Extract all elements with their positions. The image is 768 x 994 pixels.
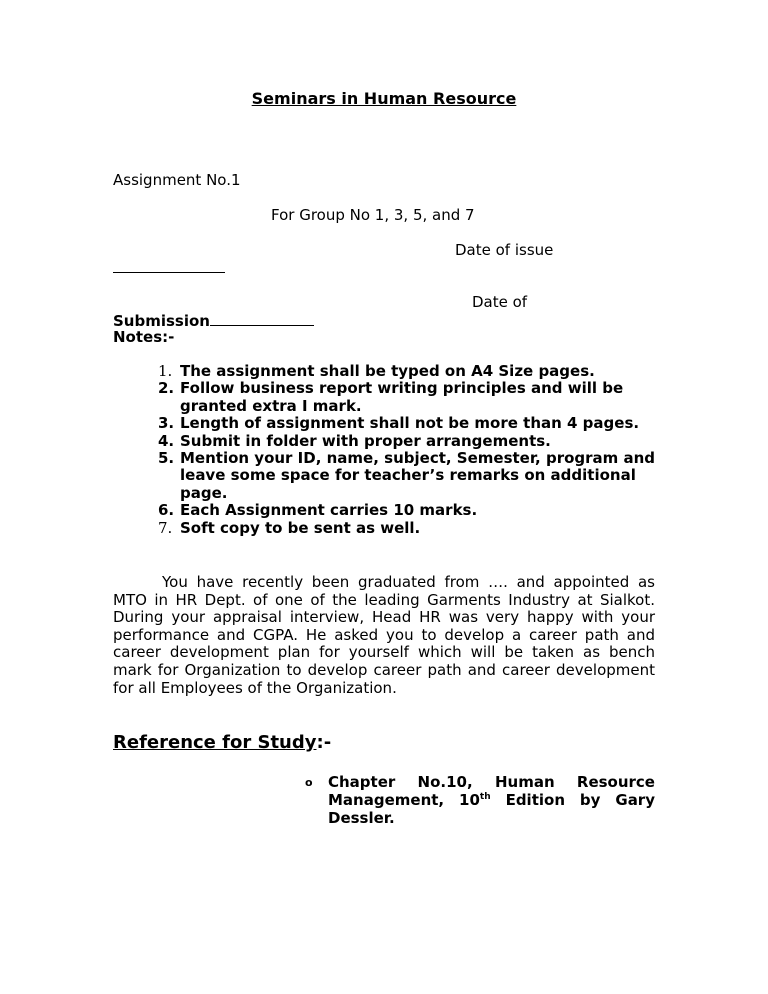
reference-item-text-end: Edition by Gary Dessler. (328, 791, 655, 827)
list-item-text: The assignment shall be typed on A4 Size pages. (180, 362, 595, 380)
list-item-number: 5. (158, 449, 175, 468)
list-item (113, 380, 658, 415)
reference-heading-suffix: :- (316, 732, 332, 753)
assignment-number: Assignment No.1 (113, 171, 241, 189)
list-item-text: Each Assignment carries 10 marks. (180, 501, 478, 520)
notes-list (113, 363, 658, 537)
document-title: Seminars in Human Resource (251, 89, 517, 108)
list-item (113, 415, 658, 432)
list-item-number: 7. (158, 518, 173, 537)
reference-item-text: Chapter No.10, Human Resource Management, 10 (328, 773, 655, 809)
list-item (113, 363, 658, 380)
list-item-text: Mention your ID, name, subject, Semester, program and leave some space for teacher’s remarks on additional page. (180, 449, 656, 502)
date-of-issue-label: Date of issue (455, 241, 554, 259)
group-line: For Group No 1, 3, 5, and 7 (271, 206, 475, 224)
list-item (113, 433, 658, 450)
reference-item (328, 773, 655, 827)
list-item (113, 450, 658, 502)
list-item (113, 520, 658, 537)
list-item-text: Follow business report writing principles and will be granted extra I mark. (180, 379, 624, 415)
date-of-label: Date of (472, 293, 528, 311)
list-item (113, 502, 658, 519)
list-item-text: Soft copy to be sent as well. (180, 518, 421, 537)
list-item-text: Length of assignment shall not be more than 4 pages. (180, 414, 640, 433)
list-item-text: Submit in folder with proper arrangements. (180, 431, 551, 450)
reference-heading-text: Reference for Study (113, 732, 317, 753)
reference-heading (113, 732, 331, 753)
blank-line (113, 258, 225, 273)
list-item-number: 3. (158, 414, 175, 433)
submission-label: Submission (113, 312, 210, 330)
list-item-number: 4. (158, 431, 175, 450)
list-item-number: 2. (158, 379, 175, 398)
date-of-issue-blank (113, 258, 225, 277)
list-item-number: 1. (158, 362, 173, 380)
bullet-icon: o (305, 776, 313, 789)
list-item-number: 6. (158, 501, 175, 520)
scenario-paragraph: You have recently been graduated from …. and appointed as MTO in HR Dept. of one of the leading Garments Industry at Sialkot. During your appraisal interview, Head HR was very happy with your performance and CGPA. He asked you to develop a career path and career development plan for yourself which will be taken as bench mark for Organization to develop career path and career development for all Employees of the Organization. (113, 573, 655, 697)
blank-line (210, 311, 314, 326)
notes-label: Notes:- (113, 328, 175, 346)
reference-item-superscript: th (479, 792, 491, 802)
